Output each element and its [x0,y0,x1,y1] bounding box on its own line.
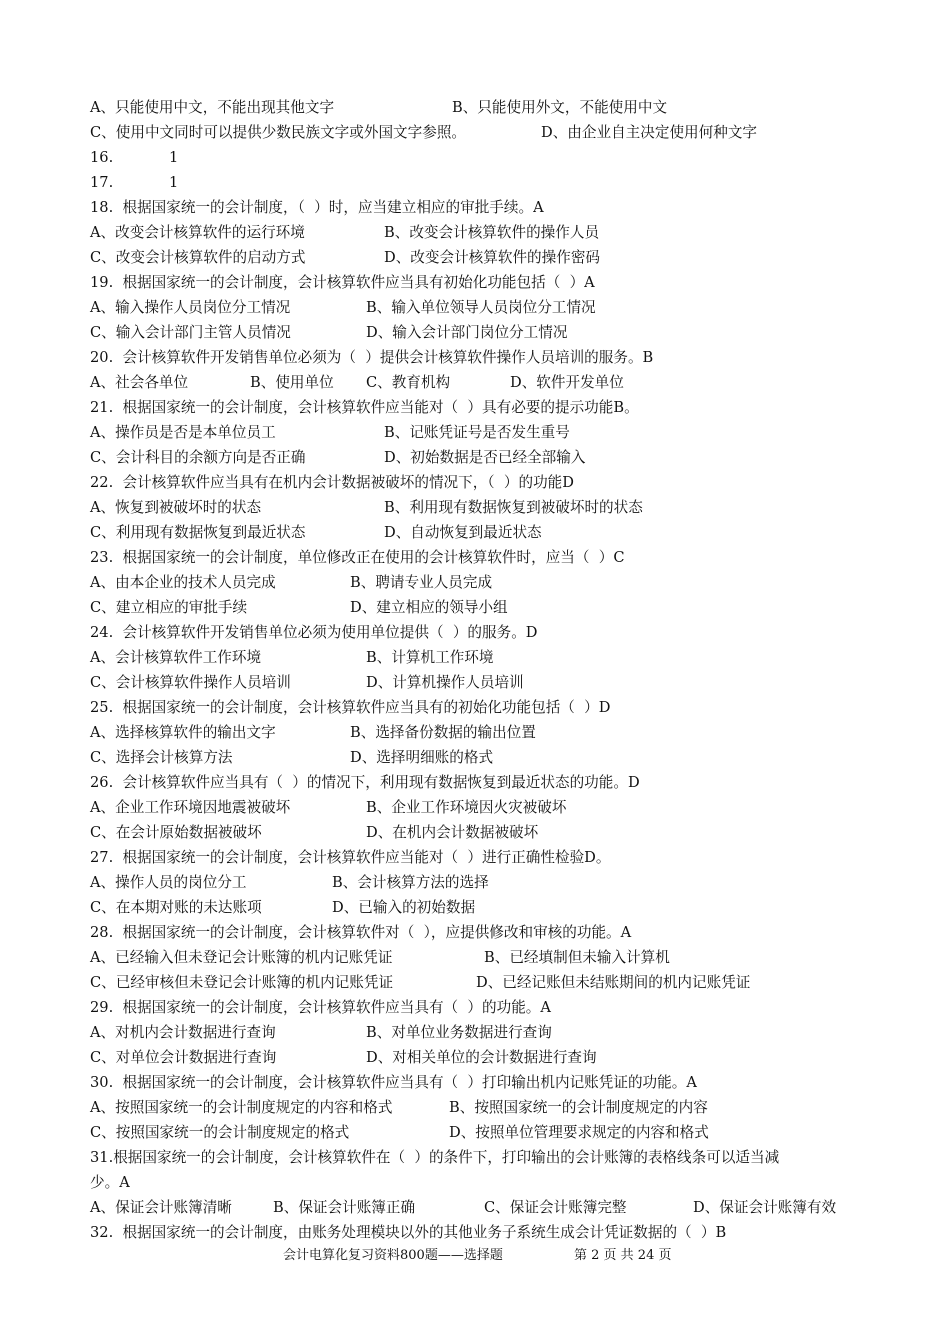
line-text: A、操作人员的岗位分工 [90,874,247,891]
option-text: D、软件开发单位 [510,374,624,391]
option-text: D、已经记账但未结账期间的机内记账凭证 [476,974,751,991]
line-text: A、恢复到被破坏时的状态 [90,499,262,516]
line-text: 16. [90,149,114,166]
option-text: D、输入会计部门岗位分工情况 [366,324,568,341]
line-text: A、保证会计账簿清晰 [90,1199,232,1216]
option-text: B、计算机工作环境 [366,649,494,666]
option-text: D、改变会计核算软件的操作密码 [384,249,601,266]
line-text: 26. 会计核算软件应当具有（ ）的情况下，利用现有数据恢复到最近状态的功能。D [90,774,640,791]
line-text: 32. 根据国家统一的会计制度，由账务处理模块以外的其他业务子系统生成会计凭证数据的（ ）B [90,1224,727,1241]
line-text: C、使用中文同时可以提供少数民族文字或外国文字参照。 [90,124,467,141]
option-text: B、记账凭证号是否发生重号 [384,424,570,441]
option-text: B、企业工作环境因火灾被破坏 [366,799,567,816]
option-text: D、按照单位管理要求规定的内容和格式 [449,1124,709,1141]
option-text: B、改变会计核算软件的操作人员 [384,224,600,241]
option-text: D、建立相应的领导小组 [350,599,508,616]
line-text: A、社会各单位 [90,374,189,391]
option-text: D、保证会计账簿有效 [693,1199,837,1216]
option-text: B、输入单位领导人员岗位分工情况 [366,299,596,316]
line-text: 21. 根据国家统一的会计制度，会计核算软件应当能对（ ）具有必要的提示功能B。 [90,399,639,416]
line-text: A、选择核算软件的输出文字 [90,724,276,741]
option-text: D、已输入的初始数据 [332,899,476,916]
footer-title: 会计电算化复习资料800题——选择题 [283,1248,503,1263]
line-text: A、操作员是否是本单位员工 [90,424,276,441]
line-text: C、对单位会计数据进行查询 [90,1049,277,1066]
option-text: B、聘请专业人员完成 [350,574,493,591]
line-text: C、在会计原始数据被破坏 [90,824,262,841]
line-text: 19. 根据国家统一的会计制度，会计核算软件应当具有初始化功能包括（ ）A [90,274,595,291]
line-text: 22. 会计核算软件应当具有在机内会计数据被破坏的情况下，（ ）的功能D [90,474,574,491]
option-text: B、保证会计账簿正确 [273,1199,416,1216]
line-text: A、对机内会计数据进行查询 [90,1024,276,1041]
line-text: C、会计核算软件操作人员培训 [90,674,291,691]
line-text: A、按照国家统一的会计制度规定的内容和格式 [90,1099,393,1116]
option-text: 1 [169,174,179,191]
option-text: D、在机内会计数据被破坏 [366,824,539,841]
line-text: C、会计科目的余额方向是否正确 [90,449,306,466]
line-text: A、已经输入但未登记会计账簿的机内记账凭证 [90,949,393,966]
option-text: D、计算机操作人员培训 [366,674,524,691]
line-text: C、输入会计部门主管人员情况 [90,324,291,341]
option-text: B、对单位业务数据进行查询 [366,1024,552,1041]
option-text: C、保证会计账簿完整 [484,1199,627,1216]
line-text: C、选择会计核算方法 [90,749,233,766]
line-text: 18. 根据国家统一的会计制度，（ ）时，应当建立相应的审批手续。A [90,199,544,216]
line-text: C、按照国家统一的会计制度规定的格式 [90,1124,350,1141]
line-text: A、企业工作环境因地震被破坏 [90,799,291,816]
option-text: B、利用现有数据恢复到被破坏时的状态 [384,499,643,516]
option-text: B、按照国家统一的会计制度规定的内容 [449,1099,708,1116]
line-text: 17. [90,174,114,191]
line-text: 29. 根据国家统一的会计制度，会计核算软件应当具有（ ）的功能。A [90,999,551,1016]
option-text: B、会计核算方法的选择 [332,874,489,891]
line-text: C、已经审核但未登记会计账簿的机内记账凭证 [90,974,394,991]
line-text: 20. 会计核算软件开发销售单位必须为（ ）提供会计核算软件操作人员培训的服务。B [90,349,654,366]
line-text: 23. 根据国家统一的会计制度，单位修改正在使用的会计核算软件时，应当（ ）C [90,549,625,566]
line-text: 31.根据国家统一的会计制度，会计核算软件在（ ）的条件下，打印输出的会计账簿的表格线条可以适当减 [90,1149,780,1166]
option-text: B、使用单位 [250,374,334,391]
option-text: D、对相关单位的会计数据进行查询 [366,1049,597,1066]
option-text: D、选择明细账的格式 [350,749,494,766]
line-text: A、改变会计核算软件的运行环境 [90,224,305,241]
option-text: C、教育机构 [366,374,451,391]
line-text: A、输入操作人员岗位分工情况 [90,299,291,316]
line-text: 28. 根据国家统一的会计制度，会计核算软件对（ ），应提供修改和审核的功能。A [90,924,632,941]
line-text: A、会计核算软件工作环境 [90,649,262,666]
option-text: D、由企业自主决定使用何种文字 [541,124,758,141]
line-text: C、利用现有数据恢复到最近状态 [90,524,306,541]
line-text: 30. 根据国家统一的会计制度，会计核算软件应当具有（ ）打印输出机内记账凭证的功能。A [90,1074,697,1091]
line-text: 25. 根据国家统一的会计制度，会计核算软件应当具有的初始化功能包括（ ）D [90,699,611,716]
line-text: A、由本企业的技术人员完成 [90,574,276,591]
option-text: D、初始数据是否已经全部输入 [384,449,586,466]
line-text: 24. 会计核算软件开发销售单位必须为使用单位提供（ ）的服务。D [90,624,538,641]
option-text: B、只能使用外文，不能使用中文 [452,99,668,116]
footer-page-number: 第 2 页 共 24 页 [574,1248,672,1263]
line-text: A、只能使用中文，不能出现其他文字 [90,99,335,116]
option-text: 1 [169,149,179,166]
option-text: B、已经填制但未输入计算机 [484,949,670,966]
line-text: 27. 根据国家统一的会计制度，会计核算软件应当能对（ ）进行正确性检验D。 [90,849,611,866]
line-text: C、改变会计核算软件的启动方式 [90,249,306,266]
option-text: D、自动恢复到最近状态 [384,524,542,541]
line-text: 少。A [90,1174,130,1191]
line-text: C、在本期对账的未达账项 [90,899,262,916]
line-text: C、建立相应的审批手续 [90,599,248,616]
option-text: B、选择备份数据的输出位置 [350,724,536,741]
